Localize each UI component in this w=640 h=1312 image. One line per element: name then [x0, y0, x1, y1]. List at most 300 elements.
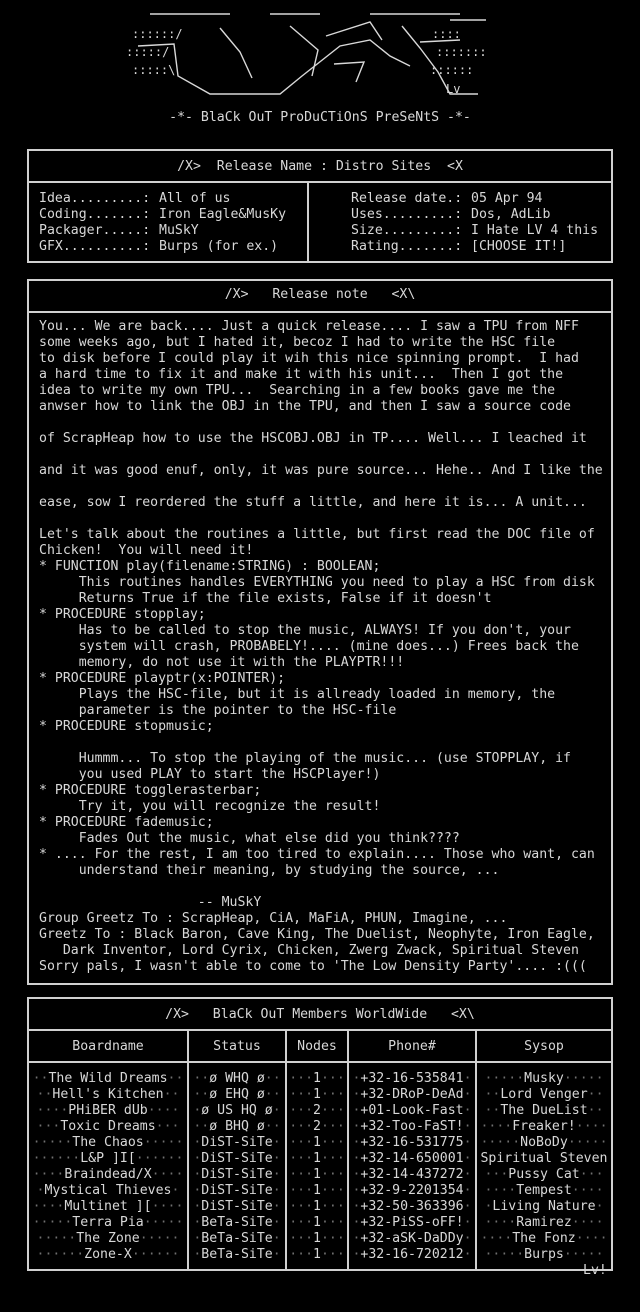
status-value: ø WHQ ø: [209, 1071, 265, 1086]
sysop-cell: [477, 1231, 611, 1247]
filler-dots: ···: [289, 1135, 314, 1150]
filler-dots: ·: [272, 1231, 281, 1246]
phone-cell: [349, 1087, 475, 1103]
filler-dots: ·: [272, 1167, 281, 1182]
filler-dots: ·: [463, 1231, 472, 1246]
status-value: BeTa-SiTe: [201, 1231, 273, 1246]
filler-dots: ··: [484, 1103, 501, 1118]
status-cell: [189, 1247, 285, 1263]
filler-dots: ····: [147, 1103, 180, 1118]
status-cell: [189, 1215, 285, 1231]
filler-dots: ····: [484, 1183, 517, 1198]
boardname-cell: [29, 1087, 187, 1103]
note-line: and it was good enuf, only, it was pure source... Hehe.. And I like the: [39, 463, 603, 478]
status-cell: [189, 1231, 285, 1247]
filler-dots: ·: [352, 1167, 361, 1182]
filler-dots: ···: [320, 1183, 345, 1198]
boardname-cell: [29, 1199, 187, 1215]
status-cell: [189, 1071, 285, 1087]
filler-dots: ·: [36, 1183, 45, 1198]
filler-dots: ··: [264, 1119, 281, 1134]
nodes-cell: [287, 1215, 347, 1231]
nodes-cell: [287, 1135, 347, 1151]
sysop-cell: [477, 1247, 611, 1263]
phone-value: +32-DRoP-DeAd: [360, 1087, 464, 1102]
status-value: ø EHQ ø: [209, 1087, 265, 1102]
phone-value: +32-9-2201354: [360, 1183, 464, 1198]
note-line: to disk before I could play it wih this nice spinning prompt. I had: [39, 351, 579, 366]
note-line: some weeks ago, but I hated it, becoz I had to write the HSC file: [39, 335, 556, 350]
filler-dots: ···: [320, 1215, 345, 1230]
sysop-cell: [477, 1215, 611, 1231]
status-cell: [189, 1167, 285, 1183]
boardname-value: The Wild Dreams: [48, 1071, 168, 1086]
logo-signature: Lv: [446, 82, 461, 96]
note-line: parameter is the pointer to the HSC-file: [39, 703, 397, 718]
filler-dots: ······: [32, 1151, 81, 1166]
sysop-value: Freaker!: [512, 1119, 576, 1134]
sysop-cell: [477, 1151, 611, 1167]
svg-text::::::\: :::::\: [132, 63, 176, 77]
filler-dots: ·: [193, 1151, 202, 1166]
filler-dots: ·: [463, 1135, 472, 1150]
filler-dots: ··: [32, 1071, 49, 1086]
note-line: idea to write my own TPU... Searching in a few books gave me the: [39, 383, 556, 398]
nodes-cell: [287, 1119, 347, 1135]
note-line: Has to be called to stop the music, ALWAYS! If you don't, your: [39, 623, 571, 638]
note-line: ease, sow I reordered the stuff a little, and here it is... A unit...: [39, 495, 587, 510]
status-cell: [189, 1135, 285, 1151]
filler-dots: ·: [352, 1247, 361, 1262]
filler-dots: ·: [352, 1103, 361, 1118]
filler-dots: ·: [595, 1199, 604, 1214]
filler-dots: ···: [320, 1087, 345, 1102]
boardname-value: Hell's Kitchen: [52, 1087, 164, 1102]
status-cell: [189, 1087, 285, 1103]
filler-dots: ·: [352, 1071, 361, 1086]
status-value: DiST-SiTe: [201, 1135, 273, 1150]
coding-label: Coding.......:: [39, 207, 151, 222]
filler-dots: ·: [272, 1135, 281, 1150]
note-line: you used PLAY to start the HSCPlayer!): [39, 767, 381, 782]
note-line: a hard time to fix it and make it with his unit... Then I got the: [39, 367, 564, 382]
filler-dots: ·: [272, 1247, 281, 1262]
filler-dots: ···: [289, 1183, 314, 1198]
boardname-value: The Chaos: [72, 1135, 144, 1150]
sysop-value: Lord Venger: [500, 1087, 588, 1102]
filler-dots: ··: [193, 1087, 210, 1102]
phone-value: +32-14-650001: [360, 1151, 464, 1166]
coding-value: Iron Eagle&MusKy: [159, 207, 287, 222]
note-line: * FUNCTION play(filename:STRING) : BOOLEAN;: [39, 559, 381, 574]
filler-dots: ·: [463, 1199, 472, 1214]
note-line: Group Greetz To : ScrapHeap, CiA, MaFiA, PHUN, Imagine, ...: [39, 911, 508, 926]
nodes-value: 1: [313, 1151, 321, 1166]
filler-dots: ·: [463, 1151, 472, 1166]
nodes-value: 1: [313, 1087, 321, 1102]
filler-dots: ·····: [32, 1215, 73, 1230]
phone-cell: [349, 1135, 475, 1151]
filler-dots: ··: [163, 1087, 180, 1102]
filler-dots: ·····: [32, 1135, 73, 1150]
size-value: I Hate LV 4 this: [471, 223, 599, 238]
status-cell: [189, 1183, 285, 1199]
nodes-value: 1: [313, 1183, 321, 1198]
sysop-value: The DueList: [500, 1103, 588, 1118]
note-line: * .... For the rest, I am too tired to explain.... Those who want, can: [39, 847, 595, 862]
phone-cell: [349, 1119, 475, 1135]
nodes-cell: [287, 1231, 347, 1247]
filler-dots: ······: [36, 1247, 85, 1262]
filler-dots: ·····: [143, 1215, 184, 1230]
uses-value: Dos, AdLib: [471, 207, 551, 222]
boardname-value: The Zone: [76, 1231, 140, 1246]
nodes-value: 1: [313, 1199, 321, 1214]
filler-dots: ·····: [563, 1247, 604, 1262]
nodes-value: 1: [313, 1215, 321, 1230]
filler-dots: ·: [272, 1199, 281, 1214]
nodes-cell: [287, 1167, 347, 1183]
note-line: Fades Out the music, what else did you think????: [39, 831, 460, 846]
note-line: This routines handles EVERYTHING you need to play a HSC from disk: [39, 575, 595, 590]
boardname-value: Multinet ][: [64, 1199, 152, 1214]
filler-dots: ·: [193, 1183, 202, 1198]
filler-dots: ····: [575, 1231, 608, 1246]
header-sysop: Sysop: [524, 1039, 564, 1054]
filler-dots: ····: [575, 1119, 608, 1134]
filler-dots: ·: [463, 1167, 472, 1182]
phone-cell: [349, 1151, 475, 1167]
sysop-value: Burps: [524, 1247, 564, 1262]
filler-dots: ····: [480, 1231, 513, 1246]
boardname-cell: [29, 1135, 187, 1151]
packager-value: MuSkY: [159, 223, 199, 238]
filler-dots: ····: [32, 1199, 65, 1214]
filler-dots: ·: [484, 1199, 493, 1214]
filler-dots: ·: [463, 1215, 472, 1230]
sysop-cell: [477, 1167, 611, 1183]
phone-cell: [349, 1199, 475, 1215]
release-date-value: 05 Apr 94: [471, 191, 543, 206]
sysop-value: Living Nature: [492, 1199, 596, 1214]
nodes-value: 1: [313, 1135, 321, 1150]
filler-dots: ··: [484, 1087, 501, 1102]
release-date-label: Release date.:: [351, 191, 463, 206]
filler-dots: ···: [320, 1103, 345, 1118]
members-title: /X> BlaCk OuT Members WorldWide <X\: [165, 1007, 475, 1022]
sysop-cell: [477, 1199, 611, 1215]
filler-dots: ··: [193, 1071, 210, 1086]
filler-dots: ·: [352, 1215, 361, 1230]
phone-cell: [349, 1183, 475, 1199]
sysop-cell: [477, 1183, 611, 1199]
status-cell: [189, 1103, 285, 1119]
filler-dots: ·····: [36, 1231, 77, 1246]
filler-dots: ···: [579, 1167, 604, 1182]
filler-dots: ··: [36, 1087, 53, 1102]
nodes-value: 2: [313, 1119, 321, 1134]
filler-dots: ·: [272, 1151, 281, 1166]
nodes-value: 1: [313, 1231, 321, 1246]
filler-dots: ···: [320, 1231, 345, 1246]
boardname-value: Braindead/X: [64, 1167, 152, 1182]
filler-dots: ·: [352, 1151, 361, 1166]
note-line: You... We are back.... Just a quick release.... I saw a TPU from NFF: [39, 319, 579, 334]
phone-value: +32-PiSS-oFF!: [360, 1215, 464, 1230]
phone-value: +32-Too-FaST!: [360, 1119, 464, 1134]
sysop-cell: [477, 1071, 611, 1087]
rating-value: [CHOOSE IT!]: [471, 239, 567, 254]
filler-dots: ···: [320, 1167, 345, 1182]
filler-dots: ···: [155, 1119, 180, 1134]
sysop-value: Pussy Cat: [508, 1167, 580, 1182]
filler-dots: ···: [320, 1071, 345, 1086]
filler-dots: ····: [480, 1119, 513, 1134]
note-line: Chicken! You will need it!: [39, 543, 254, 558]
note-line: Try it, you will recognize the result!: [39, 799, 381, 814]
filler-dots: ···: [289, 1103, 314, 1118]
note-line: * PROCEDURE togglerasterbar;: [39, 783, 262, 798]
filler-dots: ·: [193, 1199, 202, 1214]
nodes-value: 1: [313, 1167, 321, 1182]
boardname-cell: [29, 1231, 187, 1247]
status-value: DiST-SiTe: [201, 1151, 273, 1166]
nodes-value: 1: [313, 1071, 321, 1086]
filler-dots: ·····: [480, 1135, 521, 1150]
sysop-value: Ramirez: [516, 1215, 572, 1230]
sysop-cell: [477, 1103, 611, 1119]
sysop-value: Spiritual Steven: [480, 1151, 608, 1166]
filler-dots: ···: [289, 1247, 314, 1262]
filler-dots: ··: [167, 1071, 184, 1086]
filler-dots: ·: [272, 1183, 281, 1198]
header-boardname: Boardname: [72, 1039, 144, 1054]
idea-value: All of us: [159, 191, 231, 206]
status-value: BeTa-SiTe: [201, 1247, 273, 1262]
sysop-value: NoBoDy: [520, 1135, 568, 1150]
sysop-value: Tempest: [516, 1183, 572, 1198]
boardname-value: Toxic Dreams: [60, 1119, 156, 1134]
uses-label: Uses.........:: [351, 207, 463, 222]
note-line: memory, do not use it with the PLAYPTR!!!: [39, 655, 405, 670]
filler-dots: ·: [463, 1183, 472, 1198]
filler-dots: ···: [289, 1167, 314, 1182]
filler-dots: ·: [352, 1119, 361, 1134]
filler-dots: ···: [289, 1199, 314, 1214]
note-line: * PROCEDURE fademusic;: [39, 815, 214, 830]
nodes-cell: [287, 1103, 347, 1119]
phone-cell: [349, 1215, 475, 1231]
filler-dots: ···: [289, 1119, 314, 1134]
filler-dots: ··: [587, 1087, 604, 1102]
note-line: understand their meaning, by studying the source, ...: [39, 863, 500, 878]
phone-cell: [349, 1071, 475, 1087]
nodes-cell: [287, 1183, 347, 1199]
filler-dots: ···: [484, 1167, 509, 1182]
filler-dots: ·: [171, 1183, 180, 1198]
svg-text:::::::/: ::::::/: [132, 27, 183, 41]
filler-dots: ···: [36, 1119, 61, 1134]
filler-dots: ·····: [484, 1071, 525, 1086]
note-line: Plays the HSC-file, but it is allready loaded in memory, the: [39, 687, 556, 702]
phone-cell: [349, 1103, 475, 1119]
filler-dots: ····: [36, 1103, 69, 1118]
phone-cell: [349, 1247, 475, 1263]
filler-dots: ···: [289, 1151, 314, 1166]
note-line: Sorry pals, I wasn't able to come to 'The Low Density Party'.... :(((: [39, 959, 587, 974]
filler-dots: ·: [352, 1231, 361, 1246]
filler-dots: ·····: [143, 1135, 184, 1150]
filler-dots: ·: [463, 1247, 472, 1262]
filler-dots: ··: [264, 1071, 281, 1086]
phone-value: +32-50-363396: [360, 1199, 464, 1214]
svg-text:::::: ::::: [432, 27, 461, 41]
boardname-value: PHiBER dUb: [68, 1103, 148, 1118]
filler-dots: ·: [352, 1199, 361, 1214]
header-nodes: Nodes: [297, 1039, 337, 1054]
sysop-cell: [477, 1135, 611, 1151]
filler-dots: ·: [193, 1103, 202, 1118]
phone-value: +32-aSK-DaDDy: [360, 1231, 464, 1246]
nodes-cell: [287, 1151, 347, 1167]
filler-dots: ····: [571, 1215, 604, 1230]
header-phone: Phone#: [388, 1039, 436, 1054]
black-out-logo: [120, 6, 520, 98]
filler-dots: ···: [320, 1247, 345, 1262]
status-value: DiST-SiTe: [201, 1183, 273, 1198]
svg-text:::::::: ::::::: [430, 63, 474, 77]
filler-dots: ·: [193, 1247, 202, 1262]
boardname-cell: [29, 1183, 187, 1199]
filler-dots: ····: [571, 1183, 604, 1198]
status-value: DiST-SiTe: [201, 1167, 273, 1182]
filler-dots: ·: [352, 1087, 361, 1102]
note-line: Dark Inventor, Lord Cyrix, Chicken, Zwerg Zwack, Spiritual Steven: [39, 943, 579, 958]
phone-cell: [349, 1167, 475, 1183]
note-line: anwser how to link the OBJ in the TPU, and then I saw a source code: [39, 399, 571, 414]
size-label: Size.........:: [351, 223, 463, 238]
status-cell: [189, 1119, 285, 1135]
sysop-value: The Fonz: [512, 1231, 576, 1246]
status-value: BeTa-SiTe: [201, 1215, 273, 1230]
boardname-cell: [29, 1119, 187, 1135]
filler-dots: ···: [320, 1151, 345, 1166]
status-value: ø BHQ ø: [209, 1119, 265, 1134]
nodes-cell: [287, 1087, 347, 1103]
boardname-cell: [29, 1151, 187, 1167]
filler-dots: ····: [484, 1215, 517, 1230]
filler-dots: ·: [463, 1071, 472, 1086]
phone-cell: [349, 1231, 475, 1247]
boardname-cell: [29, 1247, 187, 1263]
filler-dots: ·: [352, 1135, 361, 1150]
packager-label: Packager.....:: [39, 223, 151, 238]
nodes-cell: [287, 1199, 347, 1215]
filler-dots: ·····: [567, 1135, 608, 1150]
status-value: DiST-SiTe: [201, 1199, 273, 1214]
nodes-value: 2: [313, 1103, 321, 1118]
header-status: Status: [213, 1039, 261, 1054]
nodes-cell: [287, 1247, 347, 1263]
svg-text::::::::: :::::::: [436, 45, 487, 59]
boardname-cell: [29, 1215, 187, 1231]
filler-dots: ···: [289, 1071, 314, 1086]
boardname-cell: [29, 1071, 187, 1087]
phone-value: +32-16-531775: [360, 1135, 464, 1150]
filler-dots: ··: [193, 1119, 210, 1134]
filler-dots: ·: [463, 1103, 472, 1118]
boardname-value: Terra Pia: [72, 1215, 144, 1230]
filler-dots: ···: [289, 1215, 314, 1230]
filler-dots: ······: [135, 1151, 184, 1166]
idea-label: Idea.........:: [39, 191, 151, 206]
sysop-cell: [477, 1087, 611, 1103]
filler-dots: ····: [151, 1199, 184, 1214]
note-line: system will crash, PROBABELY!.... (mine does...) Frees back the: [39, 639, 579, 654]
note-line: Hummm... To stop the playing of the music... (use STOPPLAY, if: [39, 751, 571, 766]
release-note-title: /X> Release note <X\: [224, 287, 416, 302]
gfx-value: Burps (for ex.): [159, 239, 279, 254]
filler-dots: ·····: [139, 1231, 180, 1246]
boardname-cell: [29, 1167, 187, 1183]
nodes-value: 1: [313, 1247, 321, 1262]
phone-value: +01-Look-Fast: [360, 1103, 464, 1118]
sysop-cell: [477, 1119, 611, 1135]
boardname-value: L&P ]I[: [80, 1151, 136, 1166]
phone-value: +32-16-720212: [360, 1247, 464, 1262]
rating-label: Rating.......:: [351, 239, 463, 254]
boardname-value: Mystical Thieves: [44, 1183, 172, 1198]
note-line: * PROCEDURE stopmusic;: [39, 719, 214, 734]
note-line: * PROCEDURE stopplay;: [39, 607, 206, 622]
filler-dots: ···: [289, 1231, 314, 1246]
boardname-value: Zone-X: [84, 1247, 132, 1262]
note-line: -- MuSkY: [39, 895, 262, 910]
nodes-cell: [287, 1071, 347, 1087]
filler-dots: ····: [32, 1167, 65, 1182]
filler-dots: ·: [272, 1215, 281, 1230]
note-line: Greetz To : Black Baron, Cave King, The Duelist, Neophyte, Iron Eagle,: [39, 927, 595, 942]
note-line: of ScrapHeap how to use the HSCOBJ.OBJ in TP.... Well... I leached it: [39, 431, 587, 446]
filler-dots: ···: [320, 1135, 345, 1150]
filler-dots: ···: [320, 1199, 345, 1214]
signature: Lv!: [583, 1263, 607, 1278]
filler-dots: ·: [193, 1135, 202, 1150]
status-value: ø US HQ ø: [201, 1103, 273, 1118]
svg-text::::::/: :::::/: [126, 45, 170, 59]
filler-dots: ······: [131, 1247, 180, 1262]
status-cell: [189, 1199, 285, 1215]
note-line: Returns True if the file exists, False if it doesn't: [39, 591, 492, 606]
release-title: /X> Release Name : Distro Sites <X: [177, 159, 463, 174]
sysop-value: Musky: [524, 1071, 564, 1086]
note-line: Let's talk about the routines a little, but first read the DOC file of: [39, 527, 595, 542]
filler-dots: ····: [151, 1167, 184, 1182]
filler-dots: ·: [272, 1103, 281, 1118]
phone-value: +32-16-535841: [360, 1071, 464, 1086]
filler-dots: ·: [463, 1087, 472, 1102]
filler-dots: ···: [320, 1119, 345, 1134]
filler-dots: ··: [587, 1103, 604, 1118]
filler-dots: ···: [289, 1087, 314, 1102]
filler-dots: ·: [352, 1183, 361, 1198]
note-line: * PROCEDURE playptr(x:POINTER);: [39, 671, 286, 686]
filler-dots: ·: [193, 1167, 202, 1182]
filler-dots: ··: [264, 1087, 281, 1102]
boardname-cell: [29, 1103, 187, 1119]
filler-dots: ·····: [484, 1247, 525, 1262]
filler-dots: ·: [193, 1215, 202, 1230]
